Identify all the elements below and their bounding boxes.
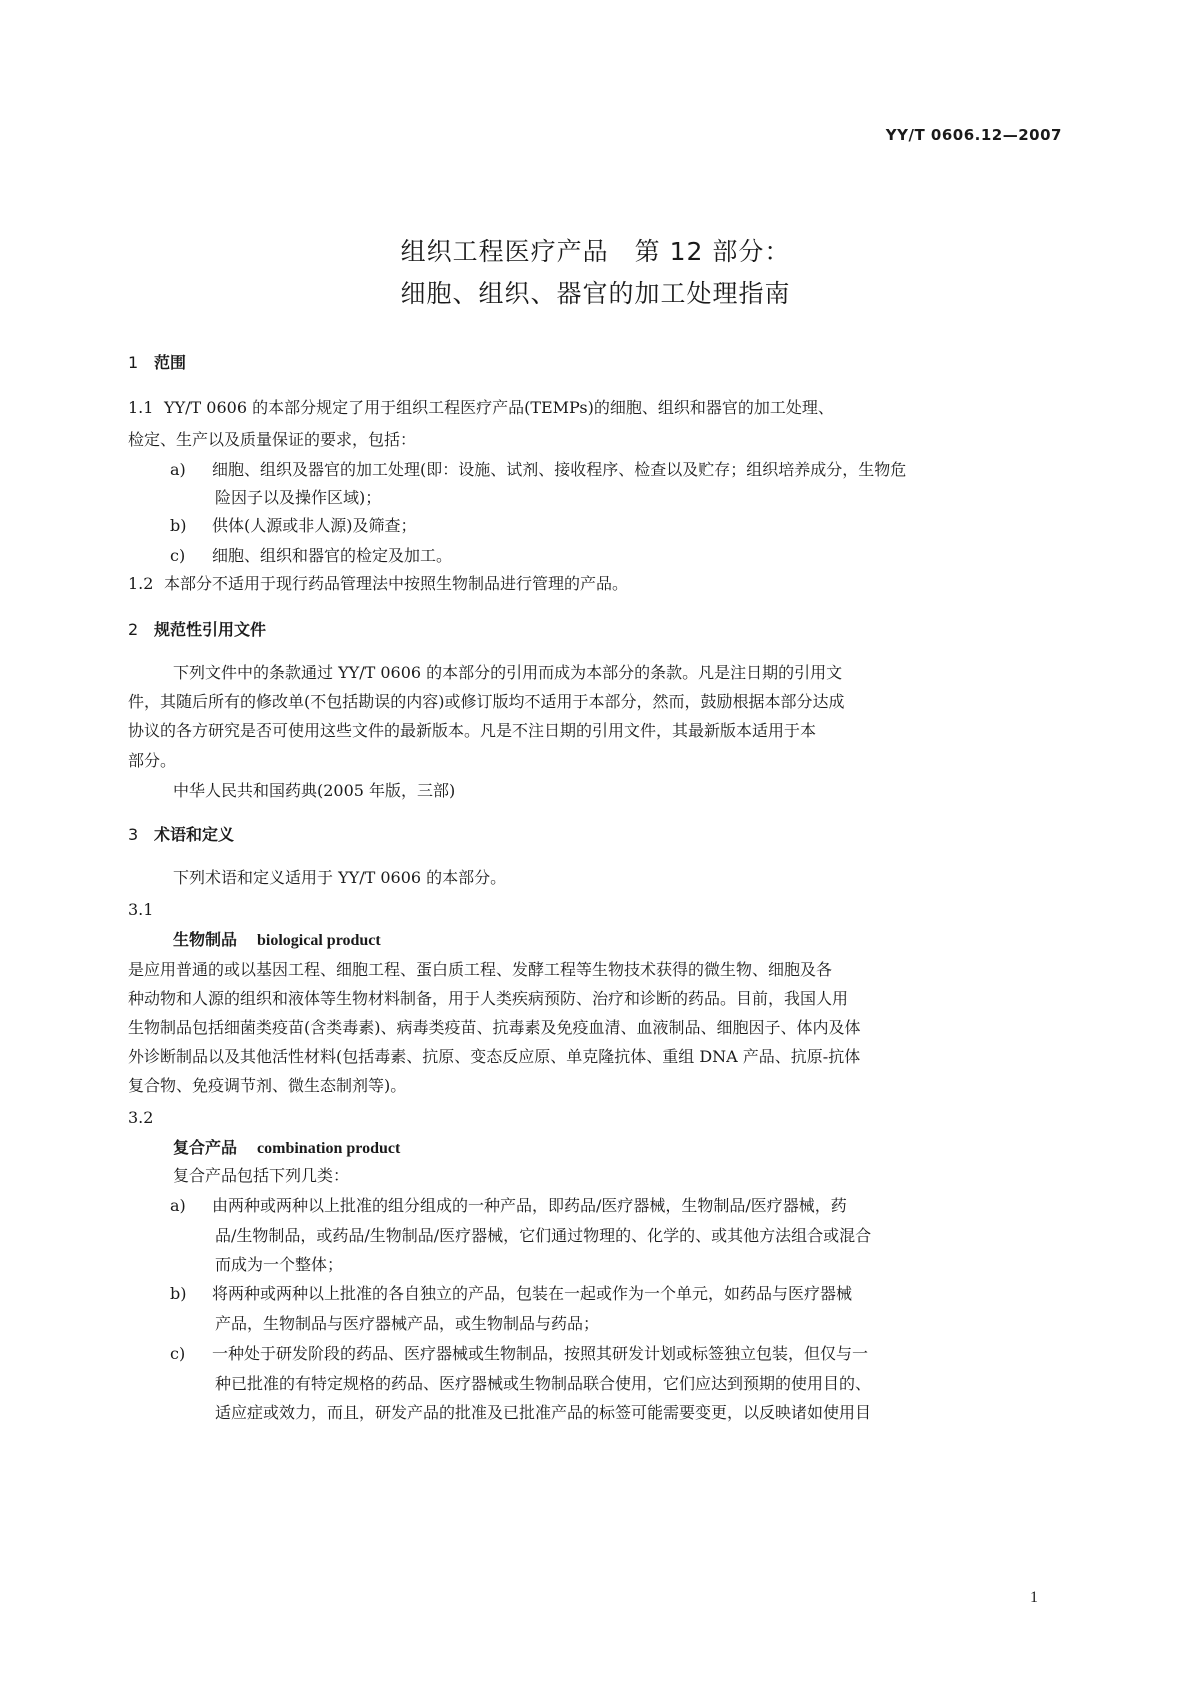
list-item-c-cont: 适应症或效力，而且，研发产品的批准及已批准产品的标签可能需要变更，以反映诸如使用目 xyxy=(215,1403,872,1422)
list-item-a xyxy=(170,1196,1070,1216)
section-number: 3 xyxy=(128,825,139,844)
definition-line: 是应用普通的或以基因工程、细胞工程、蛋白质工程、发酵工程等生物技术获得的微生物、细胞及各 xyxy=(128,960,833,979)
clause-number: 1.1 xyxy=(128,398,154,417)
list-label: b) xyxy=(170,516,187,535)
definition-line: 种动物和人源的组织和液体等生物材料制备，用于人类疾病预防、治疗和诊断的药品。目前，我国人用 xyxy=(128,989,849,1008)
paragraph-line: 协议的各方研究是否可使用这些文件的最新版本。凡是不注日期的引用文件，其最新版本适用于本 xyxy=(128,721,817,740)
list-text: 细胞、组织和器官的检定及加工。 xyxy=(212,546,453,565)
term-name-en: biological product xyxy=(257,932,381,949)
definition-line: 复合物、免疫调节剂、微生态制剂等)。 xyxy=(128,1076,407,1095)
normative-reference: 中华人民共和国药典(2005 年版，三部) xyxy=(173,781,456,800)
page-number: 1 xyxy=(1030,1589,1038,1606)
clause-1-1-line xyxy=(128,398,1068,418)
list-label: b) xyxy=(170,1284,187,1303)
list-item-a xyxy=(170,460,1070,480)
list-item-c xyxy=(170,546,1070,566)
section-title: 术语和定义 xyxy=(154,825,235,844)
clause-text: YY/T 0606 的本部分规定了用于组织工程医疗产品(TEMPs)的细胞、组织和器官的加工处理、 xyxy=(164,398,834,417)
standard-code: YY/T 0606.12—2007 xyxy=(885,126,1062,144)
section-title: 规范性引用文件 xyxy=(154,620,267,639)
paragraph-line: 下列文件中的条款通过 YY/T 0606 的本部分的引用而成为本部分的条款。凡是注日期的引用文 xyxy=(173,663,843,682)
document-title-line-2: 细胞、组织、器官的加工处理指南 xyxy=(400,279,791,308)
list-label: a) xyxy=(170,1196,186,1215)
paragraph-line: 部分。 xyxy=(128,751,177,770)
list-item-a-cont: 而成为一个整体； xyxy=(215,1255,344,1274)
section-1-heading xyxy=(128,353,1068,373)
list-label: c) xyxy=(170,546,186,565)
term-number: 3.1 xyxy=(128,900,154,919)
document-title-line-1: 组织工程医疗产品 第 12 部分： xyxy=(400,237,791,266)
clause-1-2-line xyxy=(128,574,1068,594)
clause-number: 1.2 xyxy=(128,574,154,593)
definition-line: 生物制品包括细菌类疫苗(含类毒素)、病毒类疫苗、抗毒素及免疫血清、血液制品、细胞因子、体内及体 xyxy=(128,1018,861,1037)
paragraph-line: 件，其随后所有的修改单(不包括勘误的内容)或修订版均不适用于本部分，然而，鼓励根据本部分达成 xyxy=(128,692,845,711)
list-text: 细胞、组织及器官的加工处理(即：设施、试剂、接收程序、检查以及贮存；组织培养成分，生物危 xyxy=(212,460,907,479)
list-item-b xyxy=(170,516,1070,536)
clause-text: 本部分不适用于现行药品管理法中按照生物制品进行管理的产品。 xyxy=(164,574,629,593)
list-label: a) xyxy=(170,460,186,479)
paragraph-line: 下列术语和定义适用于 YY/T 0606 的本部分。 xyxy=(173,868,507,887)
list-text: 由两种或两种以上批准的组分组成的一种产品，即药品/医疗器械，生物制品/医疗器械，药 xyxy=(212,1196,847,1215)
section-title: 范围 xyxy=(154,353,187,372)
term-heading xyxy=(173,930,1113,951)
list-text: 将两种或两种以上批准的各自独立的产品，包装在一起或作为一个单元，如药品与医疗器械 xyxy=(212,1284,853,1303)
term-name-zh: 生物制品 xyxy=(173,930,238,949)
section-number: 2 xyxy=(128,620,139,639)
clause-1-1-line: 检定、生产以及质量保证的要求，包括： xyxy=(128,430,417,449)
term-heading xyxy=(173,1138,1113,1159)
list-item-a-cont: 险因子以及操作区域)； xyxy=(215,488,382,507)
list-item-b xyxy=(170,1284,1070,1304)
list-item-c-cont: 种已批准的有特定规格的药品、医疗器械或生物制品联合使用，它们应达到预期的使用目的、 xyxy=(215,1374,872,1393)
section-3-heading xyxy=(128,825,1068,845)
definition-line: 外诊断制品以及其他活性材料(包括毒素、抗原、变态反应原、单克隆抗体、重组 DNA 产品、抗原-抗体 xyxy=(128,1047,861,1066)
section-number: 1 xyxy=(128,353,139,372)
term-name-en: combination product xyxy=(257,1140,401,1157)
definition-line: 复合产品包括下列几类： xyxy=(173,1166,350,1185)
section-2-heading xyxy=(128,620,1068,640)
list-item-a-cont: 品/生物制品，或药品/生物制品/医疗器械，它们通过物理的、化学的、或其他方法组合或混合 xyxy=(215,1226,872,1245)
list-text: 一种处于研发阶段的药品、医疗器械或生物制品，按照其研发计划或标签独立包装，但仅与一 xyxy=(212,1344,869,1363)
list-label: c) xyxy=(170,1344,186,1363)
term-name-zh: 复合产品 xyxy=(173,1138,238,1157)
list-item-c xyxy=(170,1344,1070,1364)
list-item-b-cont: 产品，生物制品与医疗器械产品，或生物制品与药品； xyxy=(215,1314,600,1333)
term-number: 3.2 xyxy=(128,1108,154,1127)
list-text: 供体(人源或非人源)及筛查； xyxy=(212,516,417,535)
